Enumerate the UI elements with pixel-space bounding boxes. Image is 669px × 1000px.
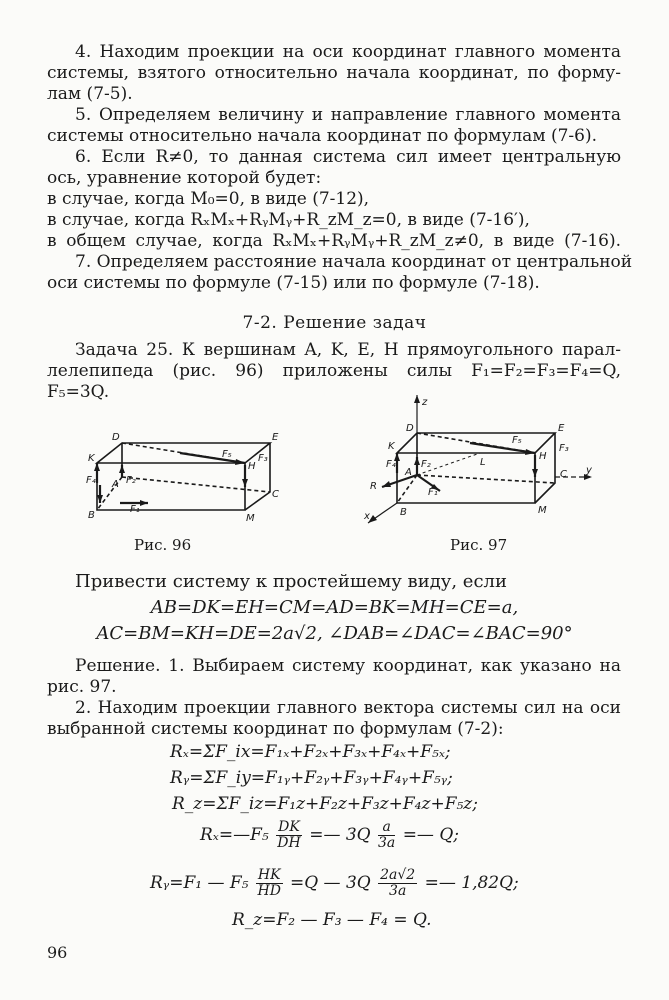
ry-frac2-den: 3a <box>389 883 407 899</box>
step4-line1: 4. Находим проекции на оси координат главного момента <box>75 42 621 62</box>
fig97-label-y: y <box>586 465 592 476</box>
fig97-label-C: C <box>560 469 567 480</box>
problem-line3: F₅=3Q. <box>47 382 110 402</box>
problem-line2: лелепипеда (рис. 96) приложены силы F₁=F₂=F₃=F₄=Q, <box>47 361 621 381</box>
fig96-label-F2: F₂ <box>126 475 136 486</box>
figure-96 <box>80 425 295 530</box>
solution2-line2: выбранной системы координат по формулам (7-2): <box>47 719 504 739</box>
rx-fraction-dk-dh <box>276 820 302 851</box>
fig96-caption: Рис. 96 <box>134 536 192 554</box>
step6-line4: в случае, когда RₓMₓ+RᵧMᵧ+R_zM_z=0, в виде (7-16′), <box>47 210 530 230</box>
condition-eq1: AB=DK=EH=CM=AD=BK=MH=CE=a, <box>150 597 519 618</box>
fig96-label-K: K <box>88 453 95 464</box>
fig97-label-K: K <box>388 441 395 452</box>
step5-line1: 5. Определяем величину и направление главного момента <box>75 105 621 125</box>
page-number: 96 <box>47 943 68 962</box>
fig97-label-F4: F₄ <box>386 459 396 470</box>
fig96-label-M: M <box>246 513 255 524</box>
step4-line3: лам (7-5). <box>47 84 133 104</box>
step7-line2: оси системы по формуле (7-15) или по формуле (7-18). <box>47 273 540 293</box>
problem-line1: Задача 25. К вершинам A, K, E, H прямоугольного парал- <box>75 340 621 360</box>
ry-frac2-num: 2a√2 <box>380 867 416 883</box>
formula-ry-value <box>150 868 519 899</box>
condition-eq2: AC=BM=KH=DE=2a√2, ∠DAB=∠DAC=∠BAC=90° <box>96 623 573 644</box>
fig97-label-x: x <box>364 511 370 522</box>
formula-ry-sum: Rᵧ=ΣF_iy=F₁ᵧ+F₂ᵧ+F₃ᵧ+F₄ᵧ+F₅ᵧ; <box>170 768 453 788</box>
fig96-label-A: A <box>112 479 119 490</box>
fig96-label-E: E <box>272 432 279 443</box>
step6-line1: 6. Если R≠0, то данная система сил имеет центральную <box>75 147 621 167</box>
step6-line2: ось, уравнение которой будет: <box>47 168 322 188</box>
fig96-label-D: D <box>112 432 120 443</box>
fig97-label-E: E <box>558 423 565 434</box>
fig96-label-B: B <box>88 510 95 521</box>
fig96-label-C: C <box>272 489 279 500</box>
fig97-label-L: L <box>480 457 486 468</box>
fig97-label-F1: F₁ <box>428 487 438 498</box>
rx-frac1-num: DK <box>278 819 300 835</box>
fig96-label-F1: F₁ <box>130 504 140 515</box>
figure-97 <box>360 395 600 530</box>
fig96-label-H: H <box>248 461 256 472</box>
solution1-line1: Решение. 1. Выбираем систему координат, как указано на <box>75 656 621 676</box>
step6-line5: в общем случае, когда RₓMₓ+RᵧMᵧ+R_zM_z≠0, в виде (7-16). <box>47 231 621 251</box>
fig96-label-F3: F₃ <box>258 453 268 464</box>
section-title: 7-2. Решение задач <box>242 313 427 333</box>
ry-end: =— 1,82Q; <box>424 873 519 893</box>
ry-lhs: Rᵧ=F₁ — F₅ <box>150 873 249 893</box>
fig97-caption: Рис. 97 <box>450 536 508 554</box>
rx-frac2-den: 3a <box>378 835 396 851</box>
fig97-label-M: M <box>538 505 547 516</box>
ry-frac1-num: HK <box>257 867 281 883</box>
fig97-label-B: B <box>400 507 407 518</box>
condition-intro: Привести систему к простейшему виду, если <box>75 571 507 592</box>
formula-rx-sum: Rₓ=ΣF_ix=F₁ₓ+F₂ₓ+F₃ₓ+F₄ₓ+F₅ₓ; <box>170 742 451 762</box>
fig97-label-F5: F₅ <box>512 435 522 446</box>
fig97-label-z: z <box>422 397 428 408</box>
rx-mid: =— 3Q <box>309 825 371 845</box>
rx-frac1-den: DH <box>277 835 301 851</box>
step5-line2: системы относительно начала координат по формулам (7-6). <box>47 126 597 146</box>
fig97-label-A: A <box>405 467 412 478</box>
step4-line2: системы, взятого относительно начала координат, по форму- <box>47 63 621 83</box>
fig97-label-R: R <box>370 481 377 492</box>
formula-rz-sum: R_z=ΣF_iz=F₁z+F₂z+F₃z+F₄z+F₅z; <box>172 794 478 814</box>
rx-lhs: Rₓ=—F₅ <box>200 825 269 845</box>
fig97-label-D: D <box>406 423 414 434</box>
solution2-line1: 2. Находим проекции главного вектора системы сил на оси <box>75 698 621 718</box>
formula-rx-value <box>200 820 459 851</box>
ry-fraction-hk-hd <box>256 868 283 899</box>
fig97-label-H: H <box>539 451 547 462</box>
formula-rz-value: R_z=F₂ — F₃ — F₄ = Q. <box>232 910 432 930</box>
rx-frac2-num: a <box>378 820 395 836</box>
ry-frac1-den: HD <box>257 883 281 899</box>
fig96-label-F4: F₄ <box>86 475 96 486</box>
fig96-label-F5: F₅ <box>222 449 232 460</box>
fig97-label-F2: F₂ <box>421 459 431 470</box>
rx-fraction-a-3a <box>378 820 395 851</box>
step7-line1: 7. Определяем расстояние начала координат от центральной <box>75 252 633 272</box>
step6-line3: в случае, когда M₀=0, в виде (7-12), <box>47 189 370 209</box>
ry-mid: =Q — 3Q <box>289 873 371 893</box>
ry-fraction-2a-root2-3a <box>378 868 417 899</box>
rx-end: =— Q; <box>402 825 459 845</box>
fig97-label-F3: F₃ <box>559 443 569 454</box>
solution1-line2: рис. 97. <box>47 677 117 697</box>
